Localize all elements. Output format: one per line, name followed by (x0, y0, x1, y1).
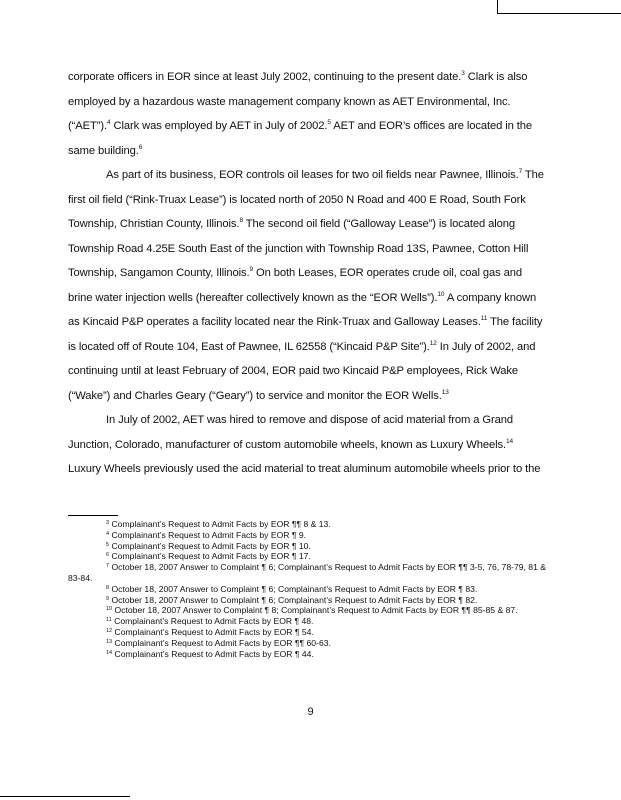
footnotes (68, 519, 548, 659)
paragraph-3: In July of 2002, AET was hired to remove and dispose of acid material from a Grand Junction, Colorado, manufacturer of custom automobile wheels, known as Luxury Wheels.$^{14}$ Luxury Wheels previously used the acid material to treat aluminum automobile wheels prior to the (68, 414, 541, 475)
scan-edge-top-vertical (497, 0, 498, 13)
footnote-ref: 9 (249, 266, 254, 273)
footnote-ref: 5 (327, 119, 331, 126)
scan-edge-bottom (0, 796, 130, 797)
scan-edge-top-horizontal (497, 13, 621, 14)
paragraph-2: As part of its business, EOR controls oil leases for two oil fields near Pawnee, Illinois.$^7$ The first oil field (“Rink-Truax Lease”) is located north of 2050 N Road and 400 E Road, South Fork Township, Christian County, Illinois.$^8$ The second oil field (“Galloway Lease”) is located along Township Road 4.25E South East of the junction with Township Road 13S, Pawnee, Cotton Hill Township, Sangamon County, Illinois.$^9$ On both Leases, EOR operates crude oil, coal gas and brine water injection wells (hereafter collectively known as the “EOR Wells”).$^{10}$ A company known as Kincaid P&P operates a facility located near the Rink-Truax and Galloway Leases.$^{11}$ The facility is located off of Route 104, East of Pawnee, IL 62558 (“Kincaid P&P Site”).$^{12}$ In July of 2002, and continuing until at least February of 2004, EOR paid two Kincaid P&P employees, Rick Wake (“Wake”) and Charles Geary (“Geary”) to service and monitor the EOR Wells.$^{13}$ (68, 168, 544, 402)
footnote-ref: 14 (505, 437, 514, 445)
footnote: $^3$ Complainant’s Request to Admit Facts by EOR ¶¶ 8 & 13. (106, 519, 331, 529)
footnote: $^6$ Complainant’s Request to Admit Facts by EOR ¶ 17. (106, 551, 311, 562)
footnote: $^4$ Complainant’s Request to Admit Facts by EOR ¶ 9. (106, 529, 307, 540)
footnote-ref: 7 (518, 168, 523, 175)
footnote: $^{14}$ Complainant’s Request to Admit Facts by EOR ¶ 44. (106, 648, 314, 659)
footnote-ref: 10 (437, 290, 445, 298)
footnote: $^{13}$ Complainant’s Request to Admit Facts by EOR ¶¶ 60-63. (106, 637, 331, 648)
page-number: 9 (307, 706, 314, 718)
footnote: $^{11}$ Complainant’s Request to Admit Facts by EOR ¶ 48. (106, 616, 314, 627)
paragraph-1: corporate officers in EOR since at least July 2002, continuing to the present date.$^3$ Clark is also employed by a hazardous waste management company known as AET Environmental, Inc. (“AET”).$^4$ Clark was employed by AET in July of 2002.$^5$ AET and EOR’s offices are located in the same building.$^6$ (68, 70, 533, 157)
footnote: $^5$ Complainant’s Request to Admit Facts by EOR ¶ 10. (106, 540, 311, 551)
footnote-ref: 13 (441, 388, 449, 396)
footnote-ref: 8 (239, 217, 243, 224)
footnote: $^8$ October 18, 2007 Answer to Complaint ¶ 6; Complainant’s Request to Admit Facts by EOR ¶ 83. (106, 583, 478, 594)
footnote-ref: 6 (138, 143, 143, 151)
body-text (68, 65, 548, 482)
footnote-ref: 4 (106, 119, 111, 126)
footnote: $^7$ October 18, 2007 Answer to Complaint ¶ 6; Complainant’s Request to Admit Facts by EOR ¶¶ 3-5, 76, 78-79, 81 & 83-84. (68, 562, 546, 583)
footnote-ref: 11 (480, 315, 488, 322)
footnote-ref: 12 (429, 339, 437, 347)
footnote-ref: 3 (461, 70, 465, 77)
footnote: $^9$ October 18, 2007 Answer to Complaint ¶ 6; Complainant’s Request to Admit Facts by EOR ¶ 82. (106, 594, 478, 605)
footnote: $^{10}$ October 18, 2007 Answer to Complaint ¶ 8; Complainant’s Request to Admit Facts by EOR ¶¶ 85-85 & 87. (106, 605, 518, 616)
footnote: $^{12}$ Complainant’s Request to Admit Facts by EOR ¶ 54. (106, 626, 314, 637)
footnote-separator (68, 515, 118, 516)
